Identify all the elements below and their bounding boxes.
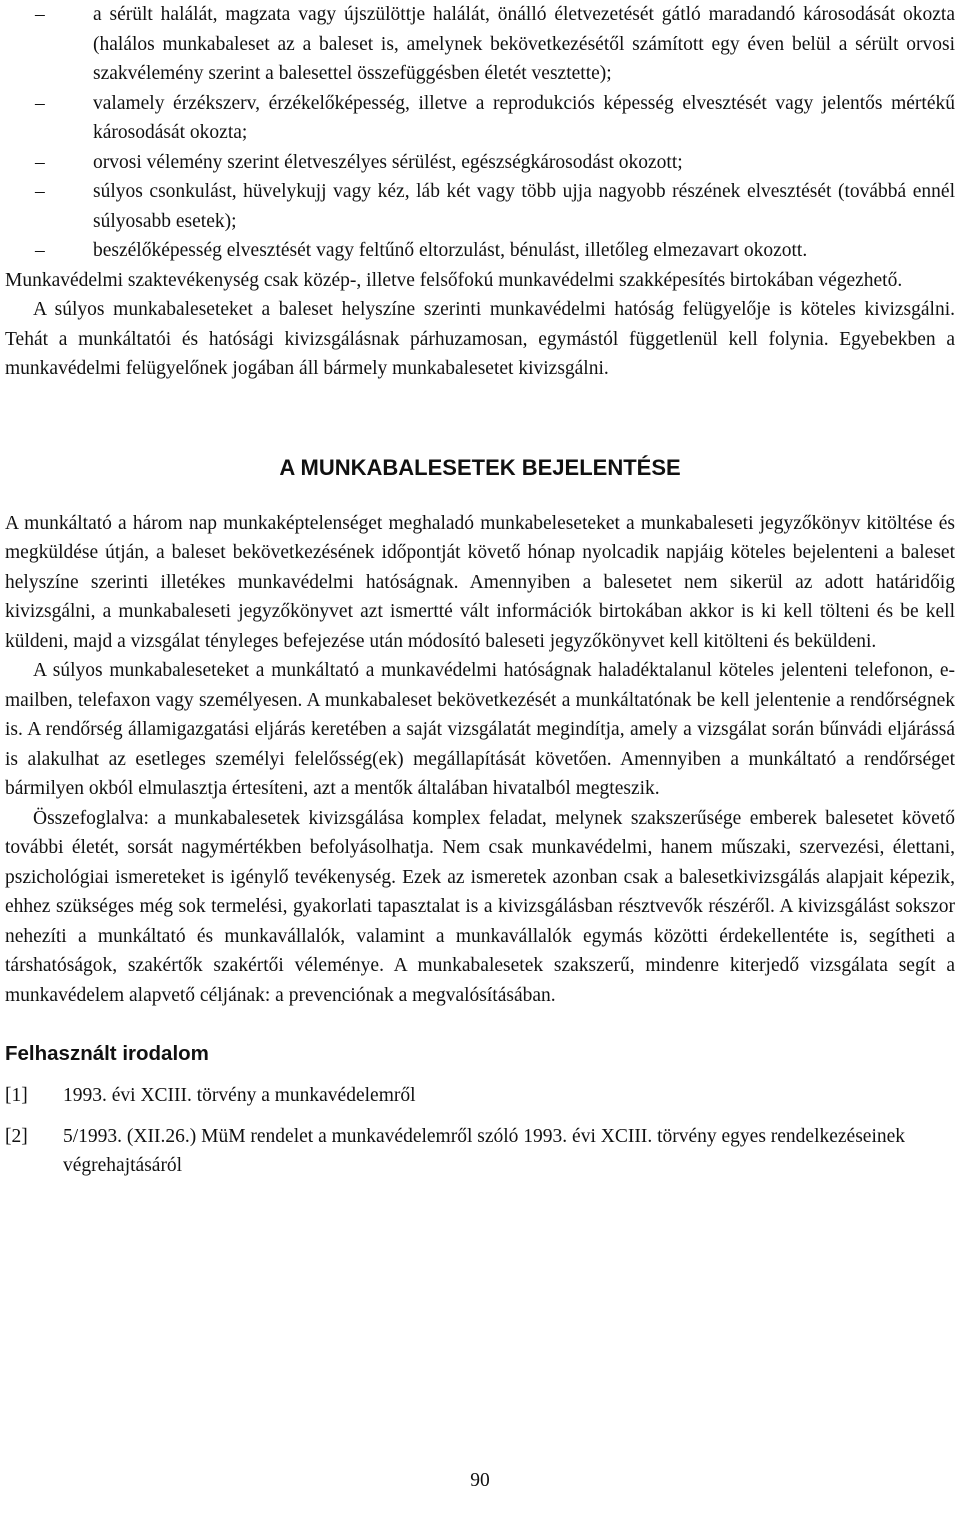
body-paragraph: A súlyos munkabaleseteket a munkáltató a munkavédelmi hatóságnak haladéktalanul köteles jelenteni telefonon, e-mailben, telefaxon vagy személyesen. A munkabaleset bekövetkezését a munkáltatónak be kell jelentenie a rendőrségnek is. A rendőrség államigazgatási eljárás keretében a saját vizsgálatát megindítja, amely a vizsgálat során bűnvádi eljárássá is alakulhat az esetleges személyi felelősség(ek) megállapítását követően. Amennyiben a munkáltató a rendőrséget bármilyen okból elmulasztja értesíteni, azt a mentők általában hivatalból megteszik. xyxy=(5,660,955,799)
list-item-text: valamely érzékszerv, érzékelőképesség, illetve a reprodukciós képesség elvesztését vagy jelentős mértékű károsodását okozta; xyxy=(93,92,955,143)
reference-text: 1993. évi XCIII. törvény a munkavédelemről xyxy=(63,1085,416,1106)
body-paragraph: A munkáltató a három nap munkaképtelenséget meghaladó munkabeleseteket a munkabaleseti jegyzőkönyv kitöltése és megküldése útján, a baleset bekövetkezésének időpontját követő hónap nyolcadik napjáig köteles bejelenteni a baleset helyszíne szerinti illetékes munkavédelmi hatóságnak. Amennyiben a balesetet nem sikerül az adott határidőig kivizsgálni, a munkabaleseti jegyzőkönyvet azt ismertté vált információk birtokában akkor is ki kell tölteni és be kell küldeni, majd a vizsgálat tényleges befejezése után módosító baleseti jegyzőkönyvet kell kitölteni és beküldeni. xyxy=(5,512,955,652)
list-item-text: súlyos csonkulást, hüvelykujj vagy kéz, láb két vagy több ujja nagyobb részének elvesztését (továbbá ennél súlyosabb esetek); xyxy=(93,181,955,232)
reference-item xyxy=(5,1081,955,1111)
list-item-text: beszélőképesség elvesztését vagy feltűnő eltorzulást, bénulást, illetőleg elmezavart okozott. xyxy=(93,240,808,261)
dash-marker: – xyxy=(35,151,45,173)
list-item xyxy=(5,177,955,236)
body-paragraph: Munkavédelmi szaktevékenység csak közép-, illetve felsőfokú munkavédelmi szakképesítés birtokában végezhető. xyxy=(5,269,903,291)
document-page xyxy=(5,0,955,1192)
body-paragraph: Összefoglalva: a munkabalesetek kivizsgálása komplex feladat, melynek szakszerűsége emberek balesetet követő további életét, sorsát nagymértékben befolyásolhatja. Nem csak munkavédelmi, hanem műszaki, szervezési, élettani, pszichológiai ismereteket is igénylő tevékenység. Ezek az ismeretek azonban csak a balesetkivizsgálás alapjait képezik, ehhez szükséges még sok termelési, gyakorlati tapasztalat is a kivizsgálásban résztvevők részéről. A kivizsgálást sokszor nehezíti a munkáltató és munkavállalók, valamint a munkavállalók egymás közötti érdekellentéte is, segítheti a társhatóságok, szakértők szakértői véleménye. A munkabalesetek szakszerű, mindenre kiterjedő vizsgálata segít a munkavédelem alapvető céljának: a prevenciónak a megvalósításában. xyxy=(5,807,955,1006)
dash-marker: – xyxy=(35,181,45,202)
reference-number: [2] xyxy=(5,1125,28,1147)
list-item xyxy=(5,148,955,178)
list-item xyxy=(5,89,955,148)
dash-marker: – xyxy=(35,240,45,261)
body-paragraph: A súlyos munkabaleseteket a baleset helyszíne szerinti munkavédelmi hatóság felügyelője is köteles kivizsgálni. Tehát a munkáltatói és hatósági kivizsgálásnak párhuzamosan, egymástól függetlenül kell folynia. Egyebekben a munkavédelmi felügyelőnek jogában áll bármely munkabalesetet kivizsgálni. xyxy=(5,299,955,379)
dash-marker: – xyxy=(35,4,45,25)
dash-marker: – xyxy=(35,92,45,114)
list-item xyxy=(5,0,955,89)
reference-item xyxy=(5,1122,955,1181)
list-item-text: a sérült halálát, magzata vagy újszülöttje halálát, önálló életvezetését gátló maradandó károsodását okozta (halálos munkabaleset az a baleset is, amelynek bekövetkezésétől számított egy éven belül a sérült orvosi szakvélemény szerint a balesettel összefüggésben életét vesztette); xyxy=(93,4,955,84)
page-number: 90 xyxy=(470,1470,490,1491)
reference-text: 5/1993. (XII.26.) MüM rendelet a munkavédelemről szóló 1993. évi XCIII. törvény egyes rendelkezéseinek végrehajtásáról xyxy=(63,1125,906,1176)
list-item-text: orvosi vélemény szerint életveszélyes sérülést, egészségkárosodást okozott; xyxy=(93,151,683,173)
section-heading: A MUNKABALESETEK BEJELENTÉSE xyxy=(279,454,681,480)
references-heading: Felhasznált irodalom xyxy=(5,1042,209,1065)
bullet-list xyxy=(5,0,955,266)
reference-number: [1] xyxy=(5,1085,28,1106)
list-item xyxy=(5,236,955,266)
